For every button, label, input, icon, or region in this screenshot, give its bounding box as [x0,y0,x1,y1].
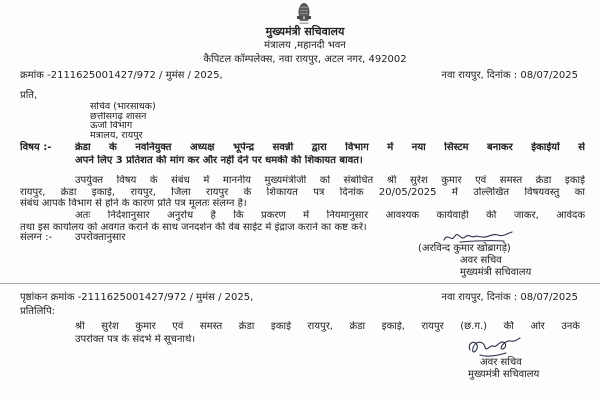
endorsement-place-date: नवा रायपुर, दिनांक : 08/07/2025 [441,292,578,303]
paragraph-line: संबंध आपके विभाग से होने के कारण प्रति पत्र मूलतः संलग्न है। [20,198,247,209]
endorsement-signatory-designation: अवर सचिव [480,357,522,368]
recipient-line: सचिव (भारसाधक) [90,102,156,112]
subject-label: विषय :- [20,142,52,153]
reference-number: क्रमांक -2111625001427/972 / मुमंस / 2025, [20,70,223,81]
office-address: कैपिटल कॉम्पलेक्स, नवा रायपुर, अटल नगर, 492002 [203,54,407,65]
copy-to-line: उपरोक्त पत्र के संदर्भ में सूचनार्थ। [75,333,196,345]
endorsement-number: पृष्ठांकन क्रमांक -2111625001427/972 / मुमंस / 2025, [20,292,254,303]
office-title: मुख्यमंत्री सचिवालय [265,25,345,38]
paragraph-line: तथा इस कार्यालय को अवगत कराने के साथ जनदर्शन की वेब साईट में इंद्राज कराने का कष्ट करें। [20,221,367,233]
recipient-line: मंत्रालय, रायपुर [90,130,143,141]
endorsement-signatory-office: मुख्यमंत्री सचिवालय [468,369,540,380]
subject-line: अपने लिए 3 प्रतिशत की मांग कर और नहीं देने पर धमकी की शिकायत बावत। [75,154,363,166]
copy-to-line: श्री सुरेश कुमार एवं समस्त क्रेडा इकाई रायपुर, क्रेडा इकाई, रायपुर (छ.ग.) की ओर उनके [75,321,580,332]
office-building: मंत्रालय ,महानदी भवन [264,40,346,51]
recipient-label: प्रति, [20,90,38,101]
subject-text [75,142,585,167]
body-paragraph [20,175,585,210]
section-divider [0,283,600,284]
recipient-address [90,102,290,140]
signatory-designation: अवर सचिव [460,255,502,266]
recipient-line: ऊर्जा विभाग [90,121,133,131]
subject-line: क्रेडा के नवनियुक्त अध्यक्ष भूपेन्द्र सवन्नी द्वारा विभाग में नया सिस्टम बनाकर ईकाईयों से [75,142,585,153]
enclosure-label: संलग्न :- [20,232,53,243]
signatory-name: (अरविन्द कुमार खोब्रागड़े) [418,243,511,254]
reference-place-date: नवा रायपुर, दिनांक : 08/07/2025 [441,70,578,81]
recipient-line: छत्तीसगढ़ शासन [90,111,147,122]
paragraph-line: अतः निर्देशानुसार अनुरोध है कि प्रकरण में नियमानुसार आवश्यक कार्यवाही की जाकर, आवेदक [75,210,585,221]
paragraph-line: उपर्युक्त विषय के संबंध में माननीय मुख्यमंत्रीजी को संबोधित श्री सुरेश कुमार एवं समस्त क्रेडा इकाई [75,175,585,186]
state-emblem-icon [293,1,315,25]
paragraph-line: रायपुर, क्रेडा इकाई, रायपुर, जिला रायपुर के शिकायत पत्र दिनांक 20/05/2025 में उल्लिखित विषयवस्तु का [20,186,585,198]
enclosure-value: उपरोक्तानुसार [75,232,126,243]
signatory-office: मुख्यमंत्री सचिवालय [460,267,532,278]
copy-to-label: प्रतिलिपि: [20,306,55,317]
